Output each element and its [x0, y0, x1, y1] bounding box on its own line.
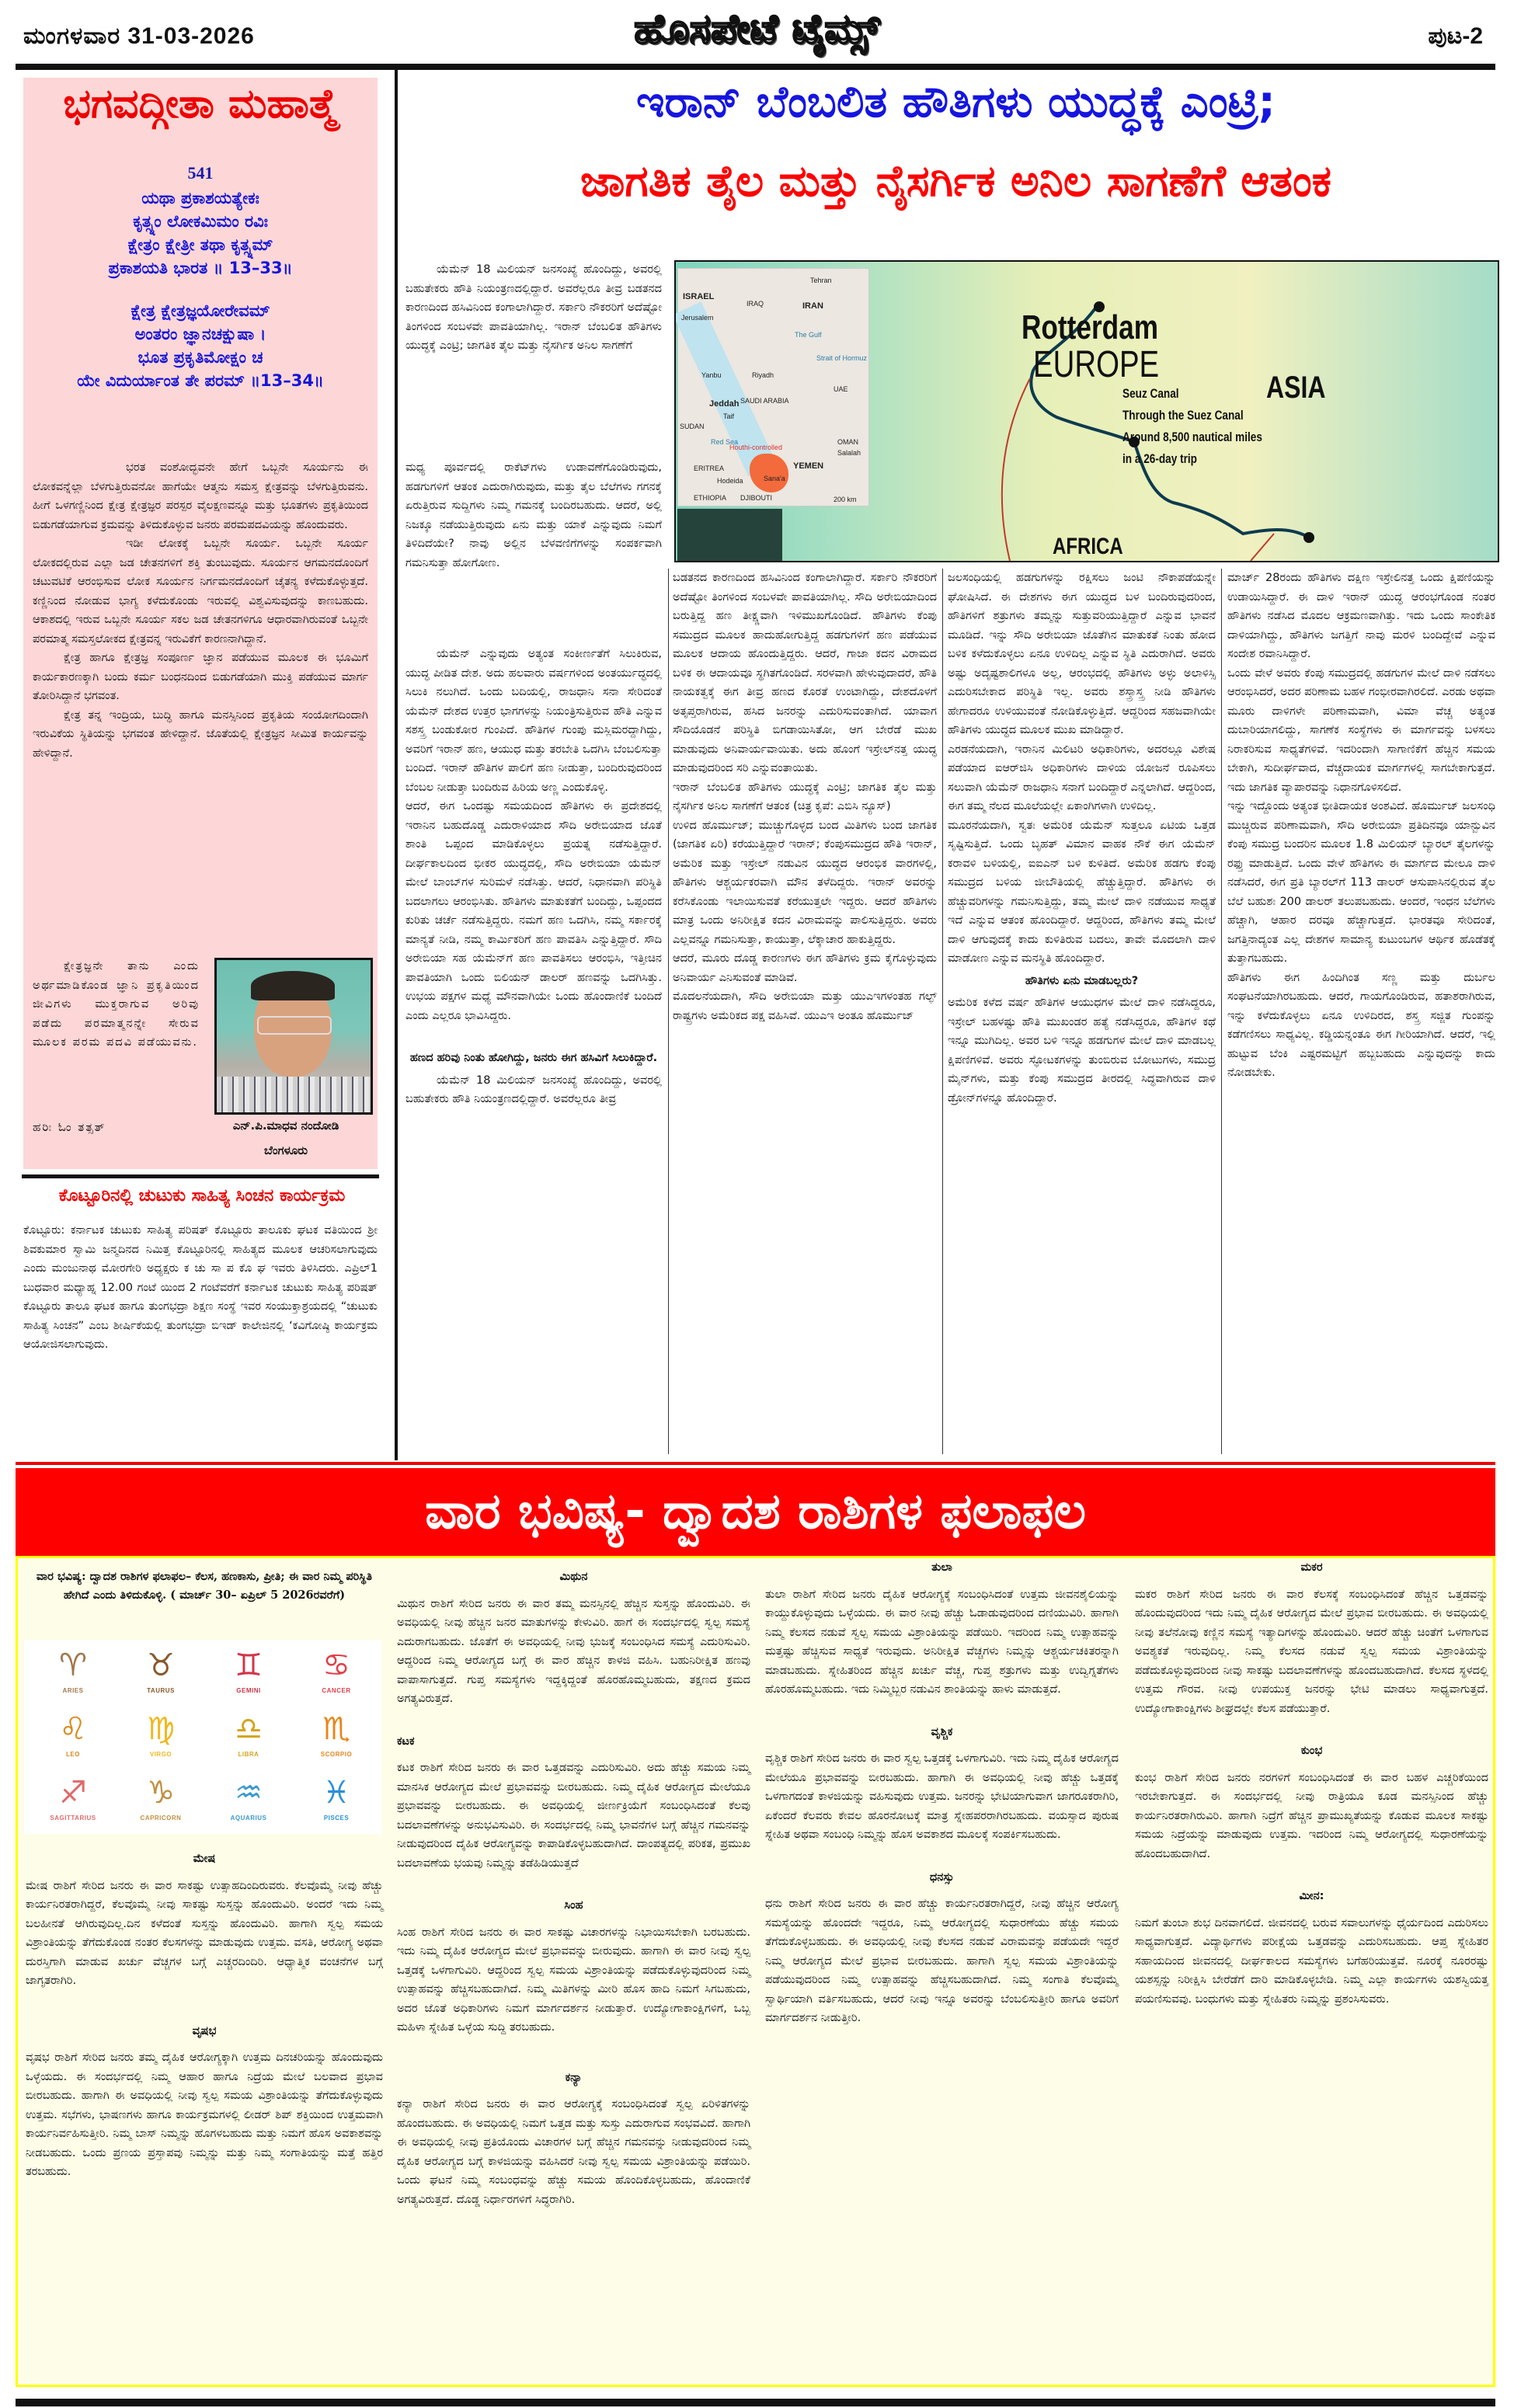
verse-line: ಭೂತ ಪ್ರಕೃತಿಮೋಕ್ಷಂ ಚ — [137, 348, 263, 367]
map-label: SUDAN — [680, 423, 705, 430]
gita-commentary — [33, 458, 368, 763]
sign-text: ಧನು ರಾಶಿಗೆ ಸೇರಿದ ಜನರು ಈ ವಾರ ಹೆಚ್ಚು ಕಾರ್ಯನಿರತರಾಗಿದ್ದರೆ, ನೀವು ಹೆಚ್ಚಿನ ಆರೋಗ್ಯ ಸಮಸ್ಯೆಯನ್ನು ಹೊಂದದೇ ಇದ್ದರೂ, ನಿಮ್ಮ ಆರೋಗ್ಯದಲ್ಲಿ ಸುಧಾರಣೆಯು ಹೆಚ್ಚು ಸಮಯ ತೆಗೆದುಕೊಳ್ಳಬಹುದು. ಈ ಅವಧಿಯಲ್ಲಿ ನೀವು ಕೆಲಸದ ನಡುವೆ ವಿರಾಮವನ್ನು ಪಡೆಯದೇ ಇದ್ದರೆ ನಿಮ್ಮ ಆರೋಗ್ಯದ ಮೇಲೆ ಪ್ರಭಾವ ಬೀರಬಹುದು. ಹಾಗಾಗಿ ಸ್ವಲ್ಪ ಸಮಯ ವಿಶ್ರಾಂತಿಯನ್ನು ಪಡೆಯುವುದರಿಂದ ನಿಮ್ಮ ಉತ್ಸಾಹವನ್ನು ಹೆಚ್ಚಿಸಬಹುದಾಗಿದೆ. ನಿಮ್ಮ ಸಂಗಾತಿ ಕೆಲವೊಮ್ಮೆ ಸ್ವಾರ್ಥಿಯಾಗಿ ವರ್ತಿಸಬಹುದು, ಆದರೆ ನೀವು ಇನ್ನೂ ಅವರನ್ನು ಬೆಂಬಲಿಸುತ್ತೀರಿ ಹಾಗೂ ಅವರಿಗೆ ಮಾರ್ಗದರ್ಶನ ನೀಡುತ್ತೀರಿ. — [765, 1898, 1119, 2024]
zodiac-label: SCORPIO — [320, 1751, 353, 1758]
page-number: ಪುಟ-2 — [1428, 23, 1483, 49]
kottur-body: ಕೊಟ್ಟೂರು: ಕರ್ನಾಟಕ ಚುಟುಕು ಸಾಹಿತ್ಯ ಪರಿಷತ್ ಕೊಟ್ಟೂರು ತಾಲೂಕು ಘಟಕ ವತಿಯಿಂದ ಶ್ರೀ ಶಿವಕುಮಾರ ಸ್ವಾಮಿ ಜನ್ಮದಿನದ ನಿಮಿತ್ತ ಕೊಟ್ಟೂರಿನಲ್ಲಿ ಸಾಹಿತ್ಯದ ಮೂಲಕ ಆಚರಿಸಲಾಗುವುದು ಎಂದು ಮಂಜುನಾಥ ಮೋರಗೇರಿ ಅಧ್ಯಕ್ಷರು ಕ ಚು ಸಾ ಪ ಕೊ ಘ ಇವರು ತಿಳಿಸಿದರು. ಎಪ್ರಿಲ್1 ಬುಧವಾರ ಮಧ್ಯಾಹ್ನ 12.00 ಗಂಟೆ ಯಿಂದ 2 ಗಂಟೆವರೆಗೆ ಕರ್ನಾಟಕ ಚುಟುಕು ಸಾಹಿತ್ಯ ಪರಿಷತ್ ಕೊಟ್ಟೂರು ತಾಲೂ ಘಟಕ ಹಾಗೂ ತುಂಗಭದ್ರಾ ಶಿಕ್ಷಣ ಸಂಸ್ಥೆ ಇವರ ಸಂಯುಕ್ತಾಶ್ರಯದಲ್ಲಿ “ಚುಟುಕು ಸಾಹಿತ್ಯ ಸಿಂಚನ” ಎಂಬ ಶೀರ್ಷಿಕೆಯಲ್ಲಿ ತುಂಗಭದ್ರಾ ಬಿಇಡ್ ಕಾಲೇಜಿನಲ್ಲಿ ‘ಕವಿಗೋಷ್ಠಿ ಕಾರ್ಯಕ್ರಮ ಆಯೋಜಿಸಲಾಗುವುದು. — [23, 1224, 378, 1351]
sagittarius-icon: ♐ — [59, 1775, 87, 1811]
paragraph: ಜಲಸಂಧಿಯಲ್ಲಿ ಹಡಗುಗಳನ್ನು ರಕ್ಷಿಸಲು ಜಂಟಿ ನೌಕಾಪಡೆಯನ್ನೇ ಘೋಷಿಸಿದೆ. ಈ ದೇಶಗಳು ಈಗ ಯುದ್ಧದ ಬಳ ಬಂದಿರುವುದರಿಂದ, ಹೌತಿಗಳಿಗೆ ಶತ್ರುಗಳು ತಮ್ಮನ್ನು ಸುತ್ತುವರಿಯುತ್ತಿದ್ದಾರೆ ಎನ್ನುವ ಭಾವನೆ ಮೂಡಿದೆ. ಇನ್ನು ಸೌದಿ ಅರೇಬಿಯಾ ಜೊತೆಗಿನ ಮಾತುಕತೆ ನಿಂತು ಹೋದ ಬಳಿಕ ಕಳೆದುಕೊಳ್ಳಲು ಏನೂ ಉಳಿದಿಲ್ಲ ಎನ್ನುವ ಸ್ಥಿತಿ ಎದುರಾಗಿದೆ. ಅವರು ಅಷ್ಟು ಅದೃಷ್ಟಶಾಲಿಗಳೂ ಅಲ್ಲ, ಆರಂಭದಲ್ಲಿ ಹೌತಿಗಳು ಅಳ್ಳು ಅಲಾಳಿಸ್ಸಿ ಎದುರಿಸಬೇಕಾದ ಪರಿಸ್ಥಿತಿ ಇಲ್ಲ. ಅವರು ಶಸ್ತ್ರಾಸ್ತ್ರ ನೀಡಿ ಹೌತಿಗಳು ಹೇಗಾದರೂ ಉಳಿಯುವಂತೆ ನೋಡಿಕೊಳ್ಳುತ್ತಿದೆ. ಆದ್ದರಿಂದ ಸಹಜವಾಗಿಯೇ ಹೌತಿಗಳು ಯುದ್ಧದ ಮೂಲಕ ಮುಖ ಮಾಡಿದ್ದಾರೆ. ಎರಡನೆಯದಾಗಿ, ಇರಾನಿನ ಮಿಲಿಟರಿ ಅಧಿಕಾರಿಗಳು, ಅದರಲ್ಲೂ ವಿಶೇಷ ಪಡೆಯಾದ ಐಆರ್‌ಜಿಸಿ ಅಧಿಕಾರಿಗಳು ದಾಳಿಯ ಯೋಜನೆ ರೂಪಿಸಲು ಸಲುವಾಗಿ ಯೆಮೆನ್ ರಾಜಧಾನಿ ಸನಾಗೆ ಬಂದಿದ್ದಾರೆ ಎನ್ನಲಾಗಿದೆ. ಆದ್ದರಿಂದ, ಈಗ ತಮ್ಮ ನೆಲದ ಮೂಲೆಯಲ್ಲೇ ಏಕಾಂಗಿಗಳಾಗಿ ಉಳಿದಿಲ್ಲ. ಮೂರನೆಯದಾಗಿ, ಸ್ವತಃ ಅಮೆರಿಕ ಯೆಮೆನ್ ಸುತ್ತಲೂ ಏಟಿಯ ಒತ್ತಡ ಸೃಷ್ಟಿಸುತ್ತಿದೆ. ಒಂದು ಬೃಹತ್ ವಿಮಾನ ವಾಹಕ ನೌಕೆ ಈಗ ಯೆಮೆನ್ ಕರಾವಳಿ ಬಳಿಯಲ್ಲಿ, ಐಐಎನ್ ಬಳಿ ಕುಳಿತಿದೆ. ಅಮೆರಿಕ ಹಡಗು ಕೆಂಪು ಸಮುದ್ರದ ಬಳಿಯ ಜೀಬೌತಿಯಲ್ಲಿ ಹೆಚ್ಚುತ್ತಿದ್ದಾರೆ. ಹೌತಿಗಳು ಈ ಹೆಚ್ಚುವರಿಗಳನ್ನು ಗಮನಿಸುತ್ತಿದ್ದು, ತಮ್ಮ ಮೇಲೆ ದಾಳಿ ನಡೆಯುವ ಸಾಧ್ಯತೆ ಇದೆ ಎನ್ನುವ ಆತಂಕ ಹೊಂದಿದ್ದಾರೆ. ಆದ್ದರಿಂದ, ಹೌತಿಗಳು ತಮ್ಮ ಮೇಲೆ ದಾಳಿ ಆಗುವುದಕ್ಕೆ ಕಾದು ಕುಳಿತಿರುವ ಬದಲು, ತಾವೇ ಮೊದಲಾಗಿ ದಾಳಿ ಮಾಡೋಣ ಎನ್ನುವ ಮನಸ್ಥಿತಿ ಹೊಂದಿದ್ದಾರೆ. — [948, 572, 1216, 965]
section-rule — [22, 1174, 379, 1178]
author-photo — [214, 958, 373, 1115]
paragraph: ಕ್ಷೇತ್ರಜ್ಞನೇ ತಾನು ಎಂದು ಅರ್ಥಮಾಡಿಕೊಂಡ ಜ್ಞಾನಿ ಪ್ರಕೃತಿಯಿಂದ ಜೀವಿಗಳು ಮುಕ್ತರಾಗುವ ಅರಿವು ಪಡೆದು ಪರಮಾತ್ಮನನ್ನೇ ಸೇರುವ ಮೂಲಕ ಪರಮ ಪದವಿ ಪಡೆಯುವನು. — [33, 960, 200, 1049]
verse-line: ಕ್ಷೇತ್ರ ಕ್ಷೇತ್ರಜ್ಞಯೋರೇವಮ್ — [131, 301, 270, 320]
zodiac-scorpio — [294, 1708, 379, 1770]
map-city-label: Rotterdam — [1022, 308, 1159, 346]
horoscope-col4 — [1135, 1558, 1488, 2009]
sign-text: ಕುಂಭ ರಾಶಿಗೆ ಸೇರಿದ ಜನರು ನರಗಳಿಗೆ ಸಂಬಂಧಿಸಿದಂತೆ ಈ ವಾರ ಬಹಳ ಎಚ್ಚರಿಕೆಯಿಂದ ಇರಬೇಕಾಗುತ್ತದೆ. ಈ ಸಂದರ್ಭದಲ್ಲಿ ನೀವು ರಾತ್ರಿಯೂ ಕೂಡ ಮನಸ್ಸಿನಿಂದ ಹೆಚ್ಚು ಕಾರ್ಯನಿರತರಾಗಿರುವಿರಿ. ಹಾಗಾಗಿ ನಿದ್ರೆಗೆ ಹೆಚ್ಚಿನ ಪ್ರಾಮುಖ್ಯತೆಯನ್ನು ಕೊಡುವ ಮೂಲಕ ಸಾಕಷ್ಟು ಸಮಯ ನಿದ್ರೆಯನ್ನು ಮಾಡುವುದು ಉತ್ತಮ. ಇದರಿಂದ ನಿಮ್ಮ ಆರೋಗ್ಯದಲ್ಲಿ ಸುಧಾರಣೆಯನ್ನು ಹೊಂದಬಹುದಾಗಿದೆ. — [1135, 1771, 1488, 1860]
zodiac-label: CAPRICORN — [140, 1815, 182, 1822]
column-divider — [395, 70, 398, 1460]
map-label: ERITREA — [694, 465, 725, 472]
zodiac-image — [24, 1640, 381, 1834]
sign-heading: ವೃಷಭ — [192, 2024, 217, 2037]
gita-conclusion — [33, 957, 200, 1053]
sign-text: ಮಕರ ರಾಶಿಗೆ ಸೇರಿದ ಜನರು ಈ ವಾರ ಕೆಲಸಕ್ಕೆ ಸಂಬಂಧಿಸಿದಂತೆ ಹೆಚ್ಚಿನ ಒತ್ತಡವನ್ನು ಹೊಂದುವುದರಿಂದ ಇದು ನಿಮ್ಮ ದೈಹಿಕ ಆರೋಗ್ಯದ ಮೇಲೆ ಪ್ರಭಾವ ಬೀರಬಹುದು. ಈ ಅವಧಿಯಲ್ಲಿ ನೀವು ತಲೆನೋವು ಕಣ್ಣಿನ ಸಮಸ್ಯೆ ಇತ್ಯಾದಿಗಳನ್ನು ಹೊಂದುವಿರಿ. ಆದರೆ ಹೆಚ್ಚು ಚಿಂತೆಗೆ ಒಳಗಾಗುವ ಅವಶ್ಯಕತೆ ಇರುವುದಿಲ್ಲ. ನಿಮ್ಮ ಕೆಲಸದ ನಡುವೆ ಸ್ವಲ್ಪ ಸಮಯ ವಿಶ್ರಾಂತಿಯನ್ನು ಪಡೆದುಕೊಳ್ಳುವುದರಿಂದ ನೀವು ಸಾಕಷ್ಟು ಬದಲಾವಣೆಗಳನ್ನು ಹೊಂದಬಹುದಾಗಿದೆ. ಕೆಲಸದ ಸ್ಥಳದಲ್ಲಿ ಉತ್ತಮ ಗೌರವ. ನೀವು ಉಪಯುಕ್ತ ಜನರನ್ನು ಭೇಟಿ ಮಾಡಲು ಸಾಧ್ಯವಾಗುತ್ತದೆ. ಉದ್ಯೋಗಾಕಾಂಕ್ಷಿಗಳು ಶೀಘ್ರದಲ್ಲೇ ಕೆಲಸ ಪಡೆಯುತ್ತಾರೆ. — [1135, 1588, 1488, 1715]
map-label: ETHIOPIA — [694, 494, 727, 502]
sign-heading: ಮಿಥುನ — [559, 1571, 588, 1583]
horoscope-box — [16, 1556, 1495, 2387]
paragraph: ಇಡೀ ಲೋಕಕ್ಕೆ ಒಬ್ಬನೇ ಸೂರ್ಯ. ಒಬ್ಬನೇ ಸೂರ್ಯ ಲೋಕದಲ್ಲಿರುವ ಎಲ್ಲಾ ಜಡ ಚೇತನಗಳಿಗೆ ಶಕ್ತಿ ತುಂಬುವುದು. ಸೂರ್ಯನ ಆಗಮನದೊಂದಿಗೆ ಚಟುವಟಿಕೆ ಆರಂಭಿಸುವ ಲೋಕ ಸೂರ್ಯನ ನಿರ್ಗಮನದೊಂದಿಗೆ ಚೈತನ್ಯ ಕಳೆದುಕೊಳ್ಳುತ್ತದೆ. ಕಣ್ಣಿನಿಂದ ನೋಡುವ ಭಾಗ್ಯ ಕಳೆದುಕೊಂಡು ಇರುವಲ್ಲಿ ವಿಶ್ವವಿಸುವುದನ್ನು ಕಾಣಬಹುದು. ಆಕಾಶದಲ್ಲಿ ಇರುವ ಒಬ್ಬನೇ ಸೂರ್ಯ ಸಕಲ ಜಡ ಚೇತನಗಳಿಗೂ ಆಧಾರವಾಗಿರುವಂತೆ ಒಬ್ಬನೇ ಪರಮಾತ್ಮ ಸಮಸ್ತಲೋಕದ ಕ್ಷೇತ್ರವನ್ನ ಇರುವಿಕೆಗೆ ಕಾರಣನಾಗಿದ್ದಾನೆ. — [33, 538, 368, 645]
article-subheading: ಹಣದ ಹರಿವು ನಿಂತು ಹೋಗಿದ್ದು, ಜನರು ಈಗ ಹಸಿವಿಗೆ ಸಿಲುಕಿದ್ದಾರೆ. — [409, 1052, 658, 1064]
map-label: Riyadh — [752, 371, 774, 379]
zodiac-label: LIBRA — [238, 1751, 259, 1758]
lead-headline-line2: ಜಾಗತಿಕ ತೈಲ ಮತ್ತು ನೈಸರ್ಗಿಕ ಅನಿಲ ಸಾಗಣೆಗೆ ಆತಂಕ — [580, 156, 1331, 207]
paragraph: ಭರತ ವಂಶೋದ್ಭವನೇ ಹೇಗೆ ಒಬ್ಬನೇ ಸೂರ್ಯನು ಈ ಲೋಕವನ್ನೆಲ್ಲಾ ಬೆಳಗುತ್ತಿರುವನೋ ಹಾಗೆಯೇ ಆತ್ಮನು ಸಮಸ್ತ ಕ್ಷೇತ್ರವನ್ನು ಬೆಳಗುತ್ತಿರುವನು. ಹೀಗೆ ಒಳಗಣ್ಣಿನಿಂದ ಕ್ಷೇತ್ರ ಕ್ಷೇತ್ರಜ್ಞರ ಪರಸ್ಪರ ವೈಲಕ್ಷಣವನ್ನೂ ಮತ್ತು ಭೂತಗಳು ಪ್ರಕೃತಿಯಿಂದ ಬಿಡುಗಡೆಯಾಗುವ ಕ್ರಮವನ್ನು ತಿಳಿದುಕೊಳ್ಳುವ ಜನರು ಪರಮಪದವಿಯನ್ನು ಹೊಂದುವರು. — [33, 461, 368, 531]
map-label: ISRAEL — [683, 292, 715, 301]
column-rule — [668, 569, 669, 1454]
map-label: SAUDI ARABIA — [740, 397, 789, 405]
masthead: ಹೊಸಪೇಟೆ ಟೈಮ್ಸ್ — [634, 6, 880, 53]
lead-headline-line1: ಇರಾನ್ ಬೆಂಬಲಿತ ಹೌತಿಗಳು ಯುದ್ಧಕ್ಕೆ ಎಂಟ್ರಿ; — [636, 77, 1276, 127]
sign-text: ಸಿಂಹ ರಾಶಿಗೆ ಸೇರಿದ ಜನರು ಈ ವಾರ ಸಾಕಷ್ಟು ವಿಚಾರಗಳನ್ನು ನಿಭಾಯಿಸಬೇಕಾಗಿ ಬರಬಹುದು. ಇದು ನಿಮ್ಮ ದೈಹಿಕ ಆರೋಗ್ಯದ ಮೇಲೆ ಪ್ರಭಾವವನ್ನು ಬೀರುವುದು. ಹಾಗಾಗಿ ಈ ವಾರ ನೀವು ಸ್ವಲ್ಪ ಒತ್ತಡಕ್ಕೆ ಒಳಗಾಗುವಿರಿ. ಆದ್ದರಿಂದ ಸ್ವಲ್ಪ ಸಮಯ ವಿಶ್ರಾಂತಿಯನ್ನು ಪಡೆದುಕೊಳ್ಳುವುದರಿಂದ ನಿಮ್ಮ ಉತ್ಸಾಹವನ್ನು ಹೆಚ್ಚಿಸಬಹುದಾಗಿದೆ. ನಿಮ್ಮ ಮಿತಿಗಳನ್ನು ಮೀರಿ ಹೊಸ ಹಾದಿ ನಿಮಗೆ ಸಿಗಬಹುದು, ಅದರ ಜೊತೆ ಅಧಿಕಾರಿಗಳು ನಿಮಗೆ ಮಾರ್ಗದರ್ಶನ ನೀಡುತ್ತಾರೆ. ಉದ್ಯೋಗಾಕಾಂಕ್ಷಿಗಳಿಗೆ, ಒಬ್ಬ ಮಹಿಳಾ ಸ್ನೇಹಿತ ಒಳ್ಳೆಯ ಸುದ್ದಿ ತರಬಹುದು. — [397, 1926, 750, 2034]
sign-text: ಮೇಷ ರಾಶಿಗೆ ಸೇರಿದ ಜನರು ಈ ವಾರ ಸಾಕಷ್ಟು ಉತ್ಸಾಹದಿಂದಿರುವರು. ಕೆಲವೊಮ್ಮೆ ನೀವು ಹೆಚ್ಚು ಕಾರ್ಯನಿರತರಾಗಿದ್ದರೆ, ಕೆಲವೊಮ್ಮೆ ನೀವು ಸಾಕಷ್ಟು ಸುಸ್ತನ್ನು ಹೊಂದುವಿರಿ. ಅಂದರೆ ಇದು ನಿಮ್ಮ ಬಲಹೀನತೆ ಆಗಿರುವುದಿಲ್ಲ.ದಿನ ಕಳೆದಂತೆ ಸುಸ್ತನ್ನು ಹೊಂದುವಿರಿ. ಹಾಗಾಗಿ ಸ್ವಲ್ಪ ಸಮಯ ವಿಶ್ರಾಂತಿಯನ್ನು ತೆಗೆದುಕೊಂಡ ನಂತರ ಕೆಲಸಗಳನ್ನು ಮಾಡುವುದು ಉತ್ತಮ. ವಸತಿ, ಆರೋಗ್ಯ ಅಥವಾ ದುರಸ್ತಿಗಾಗಿ ಮಾಡುವ ಖರ್ಚು ವೆಚ್ಚಗಳ ಬಗ್ಗೆ ಎಚ್ಚರದಿಂದಿರಿ. ಆಧ್ಯಾತ್ಮಿಕ ವಂಚನೆಗಳ ಬಗ್ಗೆ ಜಾಗೃತರಾಗಿರಿ. — [26, 1879, 383, 1987]
closing-invocation: ಹರಿಃ ಓಂ ತತ್ಸತ್ — [33, 1120, 106, 1134]
zodiac-label: ARIES — [62, 1687, 84, 1694]
article-subheading: ಹೌತಿಗಳು ಏನು ಮಾಡಬಲ್ಲರು? — [1025, 974, 1139, 987]
horoscope-col2 — [397, 1568, 750, 2209]
glasses-shape — [257, 1016, 332, 1035]
paragraph: ಯೆಮೆನ್ 18 ಮಿಲಿಯನ್ ಜನಸಂಖ್ಯೆ ಹೊಂದಿದ್ದು, ಅವರಲ್ಲಿ ಬಹುತೇಕರು ಹೌತಿ ನಿಯಂತ್ರಣದಲ್ಲಿದ್ದಾರೆ. ಅವರೆಲ್ಲರೂ ತೀವ್ರ ಬಡತನದ ಕಾರಣದಿಂದ ಹಸಿವಿನಿಂದ ಕಂಗಾಲಾಗಿದ್ದಾರೆ. ಸರ್ಕಾರಿ ನೌಕರರಿಗೆ ಅದೆಷ್ಟೋ ತಿಂಗಳಿಂದ ಸಂಬಳವೇ ಪಾವತಿಯಾಗಿಲ್ಲ. ಇರಾನ್ ಬೆಂಬಲಿತ ಹೌತಿಗಳು ಯುದ್ಧಕ್ಕೆ ಎಂಟ್ರಿ; ಜಾಗತಿಕ ತೈಲ ಮತ್ತು ನೈಸರ್ಗಿಕ ಅನಿಲ ಸಾಗಣೆಗೆ — [405, 263, 662, 352]
paragraph: ಬಡತನದ ಕಾರಣದಿಂದ ಹಸಿವಿನಿಂದ ಕಂಗಾಲಾಗಿದ್ದಾರೆ. ಸರ್ಕಾರಿ ನೌಕರರಿಗೆ ಅದೆಷ್ಟೋ ತಿಂಗಳಿಂದ ಸಂಬಳವೇ ಪಾವತಿಯಾಗಿಲ್ಲ. ಸೌದಿ ಅರೇಬಿಯಾದಿಂದ ಬರುತ್ತಿದ್ದ ಹಣ ತೀಕ್ಷ್ಣವಾಗಿ ಇಳಿಮುಖಗೊಂಡಿದೆ. ಹೌತಿಗಳು ಕೆಂಪು ಸಮುದ್ರದ ಮೂಲಕ ಹಾದುಹೋಗುತ್ತಿದ್ದ ಹಡಗುಗಳಿಗೆ ಹಣ ಪಡೆಯುವ ಮೂಲಕ ಆದಾಯ ಹೊಂದುತ್ತಿದ್ದರು. ಆದರೆ, ಗಾಜಾ ಕದನ ವಿರಾಮದ ಬಳಿಕ ಈ ಆದಾಯವೂ ಸ್ಥಗಿತಗೊಂಡಿದೆ. ಸರಳವಾಗಿ ಹೇಳುವುದಾದರೆ, ಹೌತಿ ನಾಯಕತ್ವಕ್ಕೆ ಈಗ ತೀವ್ರ ಹಣದ ಕೊರತೆ ಉಂಟಾಗಿದ್ದು, ದೇಶದೊಳಗೆ ಅತೃಪ್ತರಾಗಿರುವ, ಹಸಿದ ಜನರನ್ನು ಎದುರಿಸುವಂತಾಗಿದೆ. ಯಾವಾಗ ಸೌದಿಯೊಡನೆ ಪರಿಸ್ಥಿತಿ ಬಿಗಡಾಯಿಸಿತೋ, ಆಗ ಬೇರೆಡೆ ಮುಖ ಮಾಡುವುದು ಅನಿವಾರ್ಯವಾಯಿತು. ಅದು ಹೊಂಗೆ ಇಸ್ರೇಲ್‌ನತ್ತ ಯುದ್ಧ ಮಾಡುವುದರಿಂದ ಸರಿ ಎನ್ನುವಂತಾಯಿತು. ಇರಾನ್ ಬೆಂಬಲಿತ ಹೌತಿಗಳು ಯುದ್ಧಕ್ಕೆ ಎಂಟ್ರಿ; ಜಾಗತಿಕ ತೈಲ ಮತ್ತು ನೈಸರ್ಗಿಕ ಅನಿಲ ಸಾಗಣೆಗೆ ಆತಂಕ (ಚಿತ್ರ ಕೃಪೆ: ಎಬಿಸಿ ನ್ಯೂಸ್) ಉಳಿದ ಹೊರ್ಮುಜ್; ಮುಚ್ಚುಗೊಳ್ಳದ ಬಂದ ಮಿತಿಗಳು ಬಂದ ಜಾಗತಿಕ (ಜಾಗತಿಕ ಏರಿ) ಕರೆಯುತ್ತಿದ್ದಾರೆ ಇರಾನ್; ಕೆಂಪುಸಮುದ್ರದ ಹೌತಿ ಇರಾನ್, ಅಮೆರಿಕ ಮತ್ತು ಇಸ್ರೇಲ್ ನಡುವಿನ ಯುದ್ಧದ ಆರಂಭಿಕ ವಾರಗಳಲ್ಲಿ, ಹೌತಿಗಳು ಆಶ್ಚರ್ಯಕರವಾಗಿ ಮೌನ ತಳೆದಿದ್ದರು. ಇರಾನ್ ಅವರನ್ನು ಕರೆಸಿಕೊಂಡು ಇಲಾಯಿಸುವತೆ ಕರೆಯುತ್ತಲೇ ಇದ್ದರು. ಆದರೆ ಹೌತಿಗಳು ಮಾತ್ರ ಒಂದು ಅನಿರೀಕ್ಷಿತ ಕದನ ವಿರಾಮವನ್ನು ಪಾಲಿಸುತ್ತಿದ್ದರು. ಅವರು ಎಲ್ಲವನ್ನೂ ಗಮನಿಸುತ್ತಾ, ಕಾಯುತ್ತಾ, ಲೆಕ್ಕಾಚಾರ ಹಾಕುತ್ತಿದ್ದರು. ಆದರೆ, ಮೂರು ದೊಡ್ಡ ಕಾರಣಗಳು ಈಗ ಹೌತಿಗಳು ಕ್ರಮ ಕೈಗೊಳ್ಳುವುದು ಅನಿವಾರ್ಯ ಎನಿಸುವಂತೆ ಮಾಡಿವೆ. ಮೊದಲನೆಯದಾಗಿ, ಸೌದಿ ಅರೇಬಿಯಾ ಮತ್ತು ಯುಎಇಗಳಂತಹ ಗಲ್ಫ್ ರಾಷ್ಟ್ರಗಳು ಅಮೆರಿಕದ ಪಕ್ಷ ವಹಿಸಿವೆ. ಯುಎಇ ಅಂತೂ ಹೊರ್ಮುಜ್ — [673, 572, 937, 1022]
zodiac-virgo — [118, 1708, 204, 1770]
article-col4 — [1227, 569, 1495, 1083]
hair-shape — [251, 971, 335, 1000]
map-label: DJIBOUTI — [740, 494, 773, 502]
verse-13-33 — [23, 186, 378, 280]
gita-number: 541 — [187, 163, 214, 183]
zodiac-aries — [30, 1644, 116, 1707]
shipping-route-map — [674, 260, 1499, 562]
map-label: UAE — [834, 385, 848, 393]
author-name: ಎನ್.ಪಿ.ಮಾಧವ ನಂದೋಡಿ — [232, 1119, 339, 1133]
paragraph: ಯೆಮೆನ್ ಎನ್ನುವುದು ಅತ್ಯಂತ ಸಂಕೀರ್ಣತೆಗೆ ಸಿಲುಕಿರುವ, ಯುದ್ಧ ಪೀಡಿತ ದೇಶ. ಅದು ಹಲವಾರು ವರ್ಷಗಳಿಂದ ಅಂತರ್ಯುದ್ಧದಲ್ಲಿ ಸಿಲುಕಿ ನಲುಗಿದೆ. ಒಂದು ಬದಿಯಲ್ಲಿ, ರಾಜಧಾನಿ ಸನಾ ಸೇರಿದಂತೆ ಯೆಮೆನ್ ದೇಶದ ಉತ್ತರ ಭಾಗಗಳನ್ನು ನಿಯಂತ್ರಿಸುತ್ತಿರುವ ಹೌತಿ ಎನ್ನುವ ಸಶಸ್ತ್ರ ಬಂಡುಕೋರ ಗುಂಪಿದೆ. ಹೌತಿಗಳ ಗುಂಪು ಮಸ್ಲಿಮರದ್ದಾಗಿದ್ದು, ಅವರಿಗೆ ಇರಾನ್ ಹಣ, ಆಯುಧ ಮತ್ತು ತರಬೇತಿ ಒದಗಿಸಿ ಬೆಂಬಲಿಸುತ್ತಾ ಬಂದಿದೆ. ಇರಾನ್ ಹೌತಿಗಳ ಪಾಲಿಗೆ ಹಣ ನೀಡುತ್ತಾ, ಬಂದಿರುವುದರಿಂದ ಬೆಂಬಲ ನೀಡುತ್ತಾ ಬಂದಿರುವ ಹಿರಿಯ ಅಣ್ಣ ಎಂದುಕೊಳ್ಳಿ. ಆದರೆ, ಈಗ ಒಂದಷ್ಟು ಸಮಯದಿಂದ ಹೌತಿಗಳು ಈ ಪ್ರದೇಶದಲ್ಲಿ ಇರಾನಿನ ಬಹುದೊಡ್ಡ ಎದುರಾಳಿಯಾದ ಸೌದಿ ಅರೇಬಿಯಾದ ಜೊತೆ ಶಾಂತಿ ಒಪ್ಪಂದ ಮಾಡಿಕೊಳ್ಳಲು ಪ್ರಯತ್ನ ನಡೆಸುತ್ತಿದ್ದಾರೆ. ದೀರ್ಘಕಾಲದಿಂದ ಭೀಕರ ಯುದ್ಧದಲ್ಲಿ, ಸೌದಿ ಅರೇಬಿಯಾ ಯೆಮೆನ್ ಮೇಲೆ ಬಾಂಬ್‌ಗಳ ಸುರಿಮಳೆ ನಡೆಸಿತ್ತು. ಆದರೆ, ನಿಧಾನವಾಗಿ ಪರಿಸ್ಥಿತಿ ಬದಲಾಗಲು ಆರಂಭಿಸಿತು. ಹೌತಿಗಳು ಮಾತುಕತೆಗೆ ಬಂದಿದ್ದು, ಒಪ್ಪಂದದ ಕುರಿತು ಚರ್ಚೆ ನಡೆಸುತ್ತಿದ್ದರು. ನಮಗೆ ಹಣ ಒದಗಿಸಿ, ನಮ್ಮ ಸರ್ಕಾರಕ್ಕೆ ಮಾನ್ಯತೆ ನೀಡಿ, ನಮ್ಮ ಕಾರ್ಮಿಕರಿಗೆ ಹಣ ಪಾವತಿಸಿ ಎನ್ನುತ್ತಿದ್ದಾರೆ. ಸೌದಿ ಅರೇಬಿಯಾ ಸಹ ಯೆಮೆನ್‌ಗೆ ಹಣ ಪಾವತಿಸಲು ಆರಂಭಿಸಿ, ಇತ್ತೀಚಿನ ಪಾವತಿಯಾಗಿ ಒಂದು ಬಿಲಿಯನ್ ಡಾಲರ್ ಹಣವನ್ನು ಒದಗಿಸಿತ್ತು. ಉಭಯ ಪಕ್ಷಗಳ ಮಧ್ಯೆ ಮೌನವಾಗಿಯೇ ಒಂದು ಹೊಂದಾಣಿಕೆ ಬಂದಿದೆ ಎಂದು ಎಲ್ಲರೂ ಭಾವಿಸಿದ್ದರು. — [405, 648, 662, 1022]
zodiac-label: CANCER — [322, 1687, 351, 1694]
map-region-label: EUROPE — [1033, 344, 1160, 385]
zodiac-sagittarius — [30, 1772, 116, 1834]
map-route-note: Around 8,500 nautical miles — [1122, 430, 1262, 444]
paragraph: ಮಾರ್ಚ್ 28ರಂದು ಹೌತಿಗಳು ದಕ್ಷಿಣ ಇಸ್ರೇಲಿನತ್ತ ಒಂದು ಕ್ಷಿಪಣಿಯನ್ನು ಉಡಾಯಿಸಿದ್ದಾರೆ. ಈ ದಾಳಿ ಇರಾನ್ ಯುದ್ಧ ಆರಂಭಗೊಂಡ ನಂತರ ಹೌತಿಗಳು ನಡೆಸಿದ ಮೊದಲ ಆಕ್ರಮಣವಾಗಿತ್ತು. ಇದು ಒಂದು ಸಾಂಕೇತಿಕ ದಾಳಿಯಾಗಿದ್ದು, ಹೌತಿಗಳು ಜಗತ್ತಿಗೆ ನಾವು ಮರಳಿ ಬಂದಿದ್ದೇವೆ ಎನ್ನುವ ಸಂದೇಶ ರವಾನಿಸಿದ್ದಾರೆ. ಒಂದು ವೇಳೆ ಅವರು ಕೆಂಪು ಸಮುದ್ರದಲ್ಲಿ ಹಡಗುಗಳ ಮೇಲೆ ದಾಳಿ ನಡೆಸಲು ಆರಂಭಿಸಿದರೆ, ಅದರ ಪರಿಣಾಮ ಬಹಳ ಗಂಭೀರವಾಗಿರಲಿದೆ. ಎರಡು ಅಥವಾ ಮೂರು ದಾಳಿಗಳೇ ಪರಿಣಾಮವಾಗಿ, ವಿಮಾ ವೆಚ್ಚ ಅತ್ಯಂತ ದುಬಾರಿಯಾಗಲಿದ್ದು, ಸಾಗಣೆಕ ಸಂಸ್ಥೆಗಳು ಈ ಮಾರ್ಗವನ್ನು ಬಳಸಲು ನಿರಾಕರಿಸುವ ಸಾಧ್ಯತೆಗಳಿವೆ. ಇದರಿಂದಾಗಿ ಸಾಗಾಣಿಕೆಗೆ ಹೆಚ್ಚಿನ ಸಮಯ ಬೇಕಾಗಿ, ಸುದೀರ್ಘವಾದ, ವೆಚ್ಚದಾಯಕ ಮಾರ್ಗಗಳಲ್ಲಿ ಸಾಗಬೇಕಾಗುತ್ತದೆ. ಇದು ಜಾಗತಿಕ ವ್ಯಾಪಾರವನ್ನು ನಿಧಾನಗೊಳಿಸಲಿದೆ. ಇನ್ನು ಇದ್ದೊಂದು ಅತ್ಯಂತ ಭೀತಿದಾಯಕ ಅಂಶವಿದೆ. ಹೊರ್ಮುಜ್ ಜಲಸಂಧಿ ಮುಚ್ಚಿರುವ ಪರಿಣಾಮವಾಗಿ, ಸೌದಿ ಅರೇಬಿಯಾ ಪ್ರತಿದಿನವೂ ಯಾನ್ಬುವಿನ ಕೆಂಪು ಸಮುದ್ರ ಬಂದರಿನ ಮೂಲಕ 1.8 ಮಿಲಿಯನ್ ಬ್ಯಾರಲ್ ತೈಲಗಳನ್ನು ರಫ್ತು ಮಾಡುತ್ತಿದೆ. ಒಂದು ವೇಳೆ ಹೌತಿಗಳು ಈ ಮಾರ್ಗದ ಮೇಲೂ ದಾಳಿ ನಡೆಸಿದರೆ, ಈಗ ಪ್ರತಿ ಬ್ಯಾರಲ್‌ಗೆ 113 ಡಾಲರ್ ಆಸುಪಾಸಿನಲ್ಲಿರುವ ತೈಲ ಬೆಲೆ ಬಹುಶಃ 200 ಡಾಲರ್ ತಲುಪಬಹುದು. ಆಂದರೆ, ಇಂಧನ ಬೆಲೆಗಳು ಹೆಚ್ಚಾಗಿ, ಆಹಾರ ದರವೂ ಹೆಚ್ಚಾಗುತ್ತದೆ. ಭಾರತವೂ ಸೇರಿದಂತೆ, ಜಗತ್ತಿನಾದ್ಯಂತ ಎಲ್ಲ ದೇಶಗಳ ಸಾಮಾನ್ಯ ಕುಟುಂಬಗಳ ಆರ್ಥಿಕ ಹೊಡೆತಕ್ಕೆ ತುತ್ತಾಗಬಹುದು. ಹೌತಿಗಳು ಈಗ ಹಿಂದಿಗಿಂತ ಸಣ್ಣ ಮತ್ತು ದುರ್ಬಲ ಸಂಘಟನೆಯಾಗಿರಬಹುದು. ಆದರೆ, ಗಾಯಗೊಂಡಿರುವ, ಹತಾಶರಾಗಿರುವ, ಇನ್ನು ಕಳೆದುಕೊಳ್ಳಲು ಏನೂ ಉಳಿದಿರದ, ಶಸ್ತ್ರ ಸಜ್ಜಿತ ಗುಂಪನ್ನು ಕಡೆಗಣಿಸಲು ಸಾಧ್ಯವಿಲ್ಲ. ಕಡ್ಡಿಯನ್ನಂತೂ ಈಗ ಗೀರಿಯಾಗಿದೆ. ಆದರೆ, ಇಲ್ಲಿ ಹುಟ್ಟುವ ಬೆಂಕಿ ಎಷ್ಟರಮಟ್ಟಿಗೆ ಹಬ್ಬಬಹುದು ಎನ್ನುವುದನ್ನು ಕಾದು ನೋಡಬೇಕು. — [1227, 572, 1496, 1079]
sign-text: ನಿಮಗೆ ತುಂಬಾ ಶುಭ ದಿನವಾಗಲಿದೆ. ಜೀವನದಲ್ಲಿ ಬರುವ ಸವಾಲುಗಳನ್ನು ಧೈರ್ಯದಿಂದ ಎದುರಿಸಲು ಸಾಧ್ಯವಾಗುತ್ತದೆ. ವಿದ್ಯಾರ್ಥಿಗಳು ಪರೀಕ್ಷೆಯ ಒತ್ತಡವನ್ನು ಎದುರಿಸಬಹುದು. ಆಪ್ತ ಸ್ನೇಹಿತರ ಸಹಾಯದಿಂದ ಜೀವನದಲ್ಲಿ ದೀರ್ಘಕಾಲದ ಸಮಸ್ಯೆಗಳು ಬಗೆಹರಿಯುತ್ತವೆ. ನೂರಕ್ಕೆ ನೂರರಷ್ಟು ಯಶಸ್ಸನ್ನು ನಿರೀಕ್ಷಿಸಿ ಬೇರೆಡೆಗೆ ದಾರಿ ಮಾಡಿಕೊಳ್ಳಬೇಡಿ. ನಿಮ್ಮ ಎಲ್ಲಾ ಕಾರ್ಯಗಳು ಯಶಸ್ವಿಯತ್ತ ಪಯಣಿಸುವವು. ಬಂಧುಗಳು ಮತ್ತು ಸ್ನೇಹಿತರು ನಿಮ್ಮನ್ನು ಪ್ರಶಂಸಿಸುವರು. — [1135, 1916, 1488, 2006]
sign-heading: ಧನಸ್ಸು — [929, 1870, 955, 1884]
map-route-note: Through the Suez Canal — [1122, 408, 1244, 423]
paragraph: ಕ್ಷೇತ್ರ ತನ್ನ ಇಂದ್ರಿಯ, ಬುದ್ಧಿ ಹಾಗೂ ಮನಸ್ಸಿನಿಂದ ಪ್ರಕೃತಿಯ ಸಂಯೋಗದಿಂದಾಗಿ ಇರುವಿಕೆಯ ಸ್ಥಿತಿಯನ್ನು ಭಗವಂತ ಹೇಳಿದ್ದಾನೆ. ಜೊತೆಯಲ್ಲಿ ಕ್ಷೇತ್ರಜ್ಞನ ಸೀಮಿತ ಕಾರ್ಯವನ್ನು ಹೇಳಿದ್ದಾನೆ. — [33, 708, 368, 760]
shirt-shape — [217, 1077, 371, 1115]
verse-line: ಕ್ಷೇತ್ರಂ ಕ್ಷೇತ್ರೀ ತಥಾ ಕೃತ್ಸ್ನಮ್ — [127, 235, 273, 254]
capricorn-icon: ♑ — [147, 1775, 175, 1811]
houthi-area-shape — [750, 454, 788, 492]
zodiac-label: SAGITTARIUS — [50, 1815, 96, 1822]
map-region-label: ASIA — [1266, 371, 1326, 405]
cape-route-line — [1002, 378, 1030, 561]
paragraph: ಯೆಮೆನ್ 18 ಮಿಲಿಯನ್ ಜನಸಂಖ್ಯೆ ಹೊಂದಿದ್ದು, ಅವರಲ್ಲಿ ಬಹುತೇಕರು ಹೌತಿ ನಿಯಂತ್ರಣದಲ್ಲಿದ್ದಾರೆ. ಅವರೆಲ್ಲರೂ ತೀವ್ರ — [405, 1074, 662, 1105]
article-col1-rest — [405, 645, 662, 1109]
sign-heading: ಕನ್ಯಾ — [565, 2071, 583, 2084]
sign-text: ಕನ್ಯಾ ರಾಶಿಗೆ ಸೇರಿದ ಜನರು ಈ ವಾರ ಆರೋಗ್ಯಕ್ಕೆ ಸಂಬಂಧಿಸಿದಂತೆ ಸ್ವಲ್ಪ ಏರಿಳಿತಗಳನ್ನು ಹೊಂದಬಹುದು. ಈ ಅವಧಿಯಲ್ಲಿ ನಿಮಗೆ ಒತ್ತಡ ಮತ್ತು ಸುಸ್ತು ಎದುರಾಗುವ ಸಂಭವವಿದೆ. ಹಾಗಾಗಿ ಈ ಅವಧಿಯಲ್ಲಿ ನೀವು ಪ್ರತಿಯೊಂದು ವಿಚಾರಗಳ ಬಗ್ಗೆ ಹೆಚ್ಚಿನ ಗಮನವನ್ನು ನೀಡುವುದರಿಂದ ನಿಮ್ಮ ದೈಹಿಕ ಆರೋಗ್ಯದ ಬಗ್ಗೆ ಕಾಳಜಿಯನ್ನು ವಹಿಸಿದರೆ ನೀವು ಸ್ವಲ್ಪ ಸಮಯ ವಿಶ್ರಾಂತಿಯನ್ನು ಪಡೆಯಿರಿ. ಒಂದು ಘಟನೆ ನಿಮ್ಮ ಸಂಬಂಧವನ್ನು ಹೆಚ್ಚು ಸಮಯ ಹೊಂದಿಕೊಳ್ಳಬಹುದು, ಹೊಂದಾಣಿಕೆ ಅಗತ್ಯವಿರುತ್ತದೆ. ದೊಡ್ಡ ನಿರ್ಧಾರಗಳಿಗೆ ಸಿದ್ಧರಾಗಿರಿ. — [397, 2098, 750, 2206]
cancer-icon: ♋ — [322, 1648, 350, 1683]
taurus-icon: ♉ — [147, 1648, 175, 1683]
aquarius-icon: ♒ — [235, 1775, 263, 1811]
zodiac-label: VIRGO — [149, 1751, 172, 1758]
map-label: Salalah — [837, 449, 861, 457]
horoscope-col3 — [765, 1558, 1119, 2028]
map-label: Jeddah — [709, 399, 740, 409]
article-col2 — [673, 569, 937, 1025]
zodiac-label: LEO — [66, 1751, 80, 1758]
zodiac-pisces — [294, 1772, 379, 1834]
pisces-icon: ♓ — [322, 1775, 350, 1811]
kottur-headline: ಕೊಟ್ಟೂರಿನಲ್ಲಿ ಚುಟುಕು ಸಾಹಿತ್ಯ ಸಿಂಚನ ಕಾರ್ಯಕ್ರಮ — [58, 1186, 346, 1206]
header-rule — [16, 64, 1495, 70]
horoscope-intro: ವಾರ ಭವಿಷ್ಯ: ದ್ವಾದಶ ರಾಶಿಗಳ ಫಲಾಫಲ– ಕೆಲಸ, ಹಣಕಾಸು, ಪ್ರೀತಿ; ಈ ವಾರ ನಿಮ್ಮ ಪರಿಸ್ಥಿತಿ ಹೇಗಿದೆ ಎಂದು ತಿಳಿದುಕೊಳ್ಳಿ. ( ಮಾರ್ಚ್ 30– ಏಪ್ರಿಲ್ 5 2026ರವರೆಗೆ) — [36, 1570, 373, 1602]
zodiac-cancer — [294, 1644, 379, 1707]
zodiac-gemini — [206, 1644, 291, 1707]
map-label: 200 km — [834, 496, 857, 503]
sign-heading: ಸಿಂಹ — [564, 1899, 583, 1912]
verse-line: ಪ್ರಕಾಶಯತಿ ಭಾರತ ॥ 13–33॥ — [108, 259, 293, 277]
verse-line: ಯೇ ವಿದುರ್ಯಾಂತ ತೇ ಪರಮ್ ॥13–34॥ — [77, 371, 324, 390]
map-label: Taif — [723, 412, 735, 420]
zodiac-label: TAURUS — [147, 1687, 175, 1694]
zodiac-capricorn — [118, 1772, 204, 1834]
verse-13-34 — [23, 299, 378, 392]
dark-panel — [677, 509, 782, 562]
cape-route-line — [1251, 534, 1274, 561]
sign-text: ವೃಷಭ ರಾಶಿಗೆ ಸೇರಿದ ಜನರು ತಮ್ಮ ದೈಹಿಕ ಆರೋಗ್ಯಕ್ಕಾಗಿ ಉತ್ತಮ ದಿನಚರಿಯನ್ನು ಹೊಂದುವುದು ಒಳ್ಳೆಯದು. ಈ ಸಂದರ್ಭದಲ್ಲಿ ನಿಮ್ಮ ಆಹಾರ ಹಾಗೂ ನಿದ್ರೆಯ ಮೇಲೆ ಬಲವಾದ ಪ್ರಭಾವ ಬೀರಬಹುದು. ಹಾಗಾಗಿ ಈ ಅವಧಿಯಲ್ಲಿ ನೀವು ಸ್ವಲ್ಪ ಸಮಯ ವಿಶ್ರಾಂತಿಯನ್ನು ತೆಗೆದುಕೊಳ್ಳುವುದು ಉತ್ತಮ. ಸಭೆಗಳು, ಭಾಷಣಗಳು ಹಾಗೂ ಕಾರ್ಯಕ್ರಮಗಳಲ್ಲಿ ಲೀಡರ್ ಶಿಪ್ ಶಕ್ತಿಯಿಂದ ಉತ್ತಮವಾಗಿ ಕಾರ್ಯನಿರ್ವಹಿಸುತ್ತೀರಿ. ನಿಮ್ಮ ಬಾಸ್ ನಿಮ್ಮನ್ನು ಹೊಗಳಬಹುದು ಮತ್ತು ನಿಮಗೆ ಹೊಸ ಅವಕಾಶವನ್ನು ನೀಡಬಹುದು. ಒಂದು ಪ್ರಣಯ ಪ್ರಸ್ತಾಪವು ನಿಮ್ಮನ್ನು ಮತ್ತು ನಿಮ್ಮ ಸಂಗಾತಿಯನ್ನು ಮತ್ತೆ ಹತ್ತಿರ ತರಬಹುದು. — [26, 2051, 383, 2178]
zodiac-label: AQUARIUS — [230, 1815, 267, 1822]
gemini-icon: ♊ — [235, 1648, 263, 1683]
map-label: Jerusalem — [681, 314, 714, 322]
leo-icon: ♌ — [59, 1711, 87, 1747]
sign-heading: ತುಲಾ — [931, 1561, 952, 1574]
article-col3 — [948, 569, 1216, 1108]
paragraph: ಅಮೆರಿಕ ಕಳೆದ ವರ್ಷ ಹೌತಿಗಳ ಆಯುಧಗಳ ಮೇಲೆ ದಾಳಿ ನಡೆಸಿದ್ದರೂ, ಇಸ್ರೇಲ್ ಬಹಳಷ್ಟು ಹೌತಿ ಮುಖಂಡರ ಹತ್ಯೆ ನಡೆಸಿದ್ದರೂ, ಹೌತಿಗಳ ಕಥೆ ಇನ್ನೂ ಮುಗಿದಿಲ್ಲ. ಅವರ ಬಳಿ ಇನ್ನೂ ಹಡಗುಗಳ ಮೇಲೆ ದಾಳಿ ಮಾಡಬಲ್ಲ ಕ್ಷಿಪಣಿಗಳಿವೆ. ಅವರು ಸ್ಫೋಟಕಗಳನ್ನು ತುಂಬಿರುವ ಬೋಟುಗಳು, ಸಮುದ್ರ ಮೈನ್‌ಗಳು, ಮತ್ತು ಕೆಂಪು ಸಮುದ್ರದ ತೀರದಲ್ಲಿ ಸಿದ್ಧವಾಗಿರುವ ದಾಳಿ ಡ್ರೋನ್‌ಗಳನ್ನೂ ಹೊಂದಿದ್ದಾರೆ. — [948, 997, 1216, 1105]
libra-icon: ♎ — [235, 1711, 263, 1747]
sign-text: ಮಿಥುನ ರಾಶಿಗೆ ಸೇರಿದ ಜನರು ಈ ವಾರ ತಮ್ಮ ಮನಸ್ಸಿನಲ್ಲಿ ಹೆಚ್ಚಿನ ಸುಸ್ತನ್ನು ಹೊಂದುವಿರಿ. ಈ ಅವಧಿಯಲ್ಲಿ ನೀವು ಹೆಚ್ಚಿನ ಜನರ ಮಾತುಗಳನ್ನು ಕೇಳುವಿರಿ. ಹಾಗೆ ಈ ಸಂದರ್ಭದಲ್ಲಿ ಸ್ವಲ್ಪ ಸಮಸ್ಯೆ ಎದುರಾಗಬಹುದು. ಜೊತೆಗೆ ಈ ಅವಧಿಯಲ್ಲಿ ನೀವು ಭುಜಕ್ಕೆ ಸಂಬಂಧಿಸಿದ ಸಮಸ್ಯೆ ಎದುರಿಸುವಿರಿ. ಆದ್ದರಿಂದ ನಿಮ್ಮ ಆರೋಗ್ಯದ ಬಗ್ಗೆ ಈ ವಾರ ಹೆಚ್ಚಿನ ಕಾಳಜಿ ವಹಿಸಿ. ಬಹುನಿರೀಕ್ಷಿತ ಹಣವು ವಾಪಾಸಾಗುತ್ತದೆ. ಗುಪ್ತ ಸಮಸ್ಯೆಗಳು ಇದ್ದಕ್ಕಿದ್ದಂತೆ ಹೊರಹೊಮ್ಮಬಹುದು, ತಕ್ಷಣದ ಕ್ರಮದ ಅಗತ್ಯವಿರುತ್ತದೆ. — [397, 1597, 750, 1705]
verse-line: ಯಥಾ ಪ್ರಕಾಶಯತ್ಯೇಕಃ — [141, 189, 259, 207]
map-label: Hodeida — [717, 477, 743, 485]
article-col1-mid — [405, 458, 662, 572]
sign-heading: ಮೀನ: — [1299, 1890, 1324, 1902]
verse-line: ಕೃತ್ಸ್ನಂ ಲೋಕಮಿಮಂ ರವಿಃ — [133, 212, 268, 231]
map-label: Sana'a — [764, 475, 785, 482]
sign-heading: ವೃಶ್ಚಿಕ — [931, 1725, 953, 1738]
paragraph: ಮಧ್ಯ ಪೂರ್ವದಲ್ಲಿ ರಾಕೆಟ್‌ಗಳು ಉಡಾವಣೆಗೊಂಡಿರುವುದು, ಹಡಗುಗಳಿಗೆ ಆತಂಕ ಎದುರಾಗಿರುವುದು, ಮತ್ತು ತೈಲ ಬೆಲೆಗಳು ಗಗನಕ್ಕೆ ಏರುತ್ತಿರುವ ಸುದ್ದಿಗಳು ನಿಮ್ಮ ಗಮನಕ್ಕೆ ಬಂದಿರಬಹುದು. ಆದರೆ, ಅಲ್ಲಿ ನಿಜಕ್ಕೂ ನಡೆಯುತ್ತಿರುವುದು ಏನು ಮತ್ತು ಯಾಕೆ ಎನ್ನುವುದು ನಿಮಗೆ ತಿಳಿದಿದೆಯೇ? ನಾವು ಅಲ್ಲಿನ ಬೆಳವಣಿಗೆಗಳನ್ನು ಸಂಪರ್ಕವಾಗಿ ಗಮನಿಸುತ್ತಾ ಹೋಗೋಣ. — [405, 461, 662, 569]
verse-line: ಅಂತರಂ ಜ್ಞಾನಚಕ್ಷುಷಾ । — [134, 325, 266, 343]
map-label: Red Sea — [711, 438, 739, 446]
column-rule — [1221, 569, 1222, 1454]
zodiac-label: GEMINI — [236, 1687, 261, 1694]
map-region-label: AFRICA — [1053, 534, 1123, 559]
aries-icon: ♈ — [59, 1648, 87, 1683]
sign-heading: ಮೇಷ — [193, 1853, 216, 1865]
zodiac-label: PISCES — [323, 1815, 350, 1822]
author-city: ಬೆಂಗಳೂರು — [263, 1143, 308, 1157]
map-label: IRAQ — [747, 300, 764, 308]
zodiac-taurus — [118, 1644, 204, 1707]
edition-date: ಮಂಗಳವಾರ 31-03-2026 — [23, 23, 255, 49]
map-route-note: Seuz Canal — [1122, 386, 1179, 401]
singapore-marker — [1303, 532, 1314, 543]
zodiac-aquarius — [206, 1772, 291, 1834]
yemen-inset-map — [677, 268, 869, 506]
map-label: The Gulf — [795, 331, 822, 339]
sign-heading: ಮಕರ — [1300, 1561, 1323, 1574]
virgo-icon: ♍ — [147, 1711, 175, 1747]
sign-text: ತುಲಾ ರಾಶಿಗೆ ಸೇರಿದ ಜನರು ದೈಹಿಕ ಆರೋಗ್ಯಕ್ಕೆ ಸಂಬಂಧಿಸಿದಂತೆ ಉತ್ತಮ ಜೀವನಶೈಲಿಯನ್ನು ಕಾಯ್ದುಕೊಳ್ಳುವುದು ಒಳ್ಳೆಯದು. ಈ ವಾರ ನೀವು ಹೆಚ್ಚು ಓಡಾಡುವುದರಿಂದ ದಣಿಯುವಿರಿ. ಹಾಗಾಗಿ ನಿಮ್ಮ ಕೆಲಸದ ನಡುವೆ ಸ್ವಲ್ಪ ಸಮಯ ವಿಶ್ರಾಂತಿಯನ್ನು ಪಡೆಯಿರಿ. ಇದರಿಂದ ನಿಮ್ಮ ಉತ್ಸಾಹವನ್ನು ಮತ್ತಷ್ಟು ಹೆಚ್ಚಿಸುವ ಸಾಧ್ಯತೆ ಇರುವುದು. ಅನಿರೀಕ್ಷಿತ ವೆಚ್ಚಗಳು ನಿಮ್ಮನ್ನು ಆಶ್ಚರ್ಯಚಕಿತರನ್ನಾಗಿ ಮಾಡಬಹುದು. ಸ್ನೇಹಿತರಿಂದ ಹೆಚ್ಚಿನ ಖರ್ಚು ವೆಚ್ಚ, ಗುಪ್ತ ಶತ್ರುಗಳು ಮತ್ತು ಉದ್ವಿಗ್ನತೆಗಳು ಹೊರಹೊಮ್ಮಬಹುದು. ಇದು ನಿಮ್ಮಿಬ್ಬರ ನಡುವಿನ ಶಾಂತಿಯನ್ನು ಹಾಳು ಮಾಡುತ್ತದೆ. — [765, 1588, 1119, 1696]
map-label: Tehran — [810, 277, 832, 284]
paragraph: ಕ್ಷೇತ್ರ ಹಾಗೂ ಕ್ಷೇತ್ರಜ್ಞ ಸಂಪೂರ್ಣ ಜ್ಞಾನ ಪಡೆಯುವ ಮೂಲಕ ಈ ಭೂಮಿಗೆ ಕಾರ್ಯಕಾರಣಕ್ಕಾಗಿ ಬಂದು ಕರ್ಮ ಬಂಧನದಿಂದ ಬಿಡುಗಡೆಯಾಗಿ ಮುಕ್ತಿ ಪಡೆಯುವ ಮಾರ್ಗ ತೋರಿಸಿದ್ದಾನೆ ಭಗವಂತ. — [33, 652, 368, 702]
scorpio-icon: ♏ — [322, 1711, 350, 1747]
sign-heading: ಕುಂಭ — [1300, 1745, 1323, 1757]
zodiac-leo — [30, 1708, 116, 1770]
footer-rule — [16, 2399, 1495, 2406]
map-route-note: in a 26-day trip — [1122, 451, 1197, 466]
column-rule — [942, 569, 943, 1454]
map-label: OMAN — [837, 438, 858, 446]
map-label: IRAN — [802, 301, 823, 311]
map-label: YEMEN — [793, 461, 824, 471]
zodiac-libra — [206, 1708, 291, 1770]
section-rule — [16, 1462, 1495, 1465]
horoscope-banner: ವಾರ ಭವಿಷ್ಯ- ದ್ವಾದಶ ರಾಶಿಗಳ ಫಲಾಫಲ — [16, 1468, 1495, 1556]
map-label: Strait of Hormuz — [816, 354, 868, 362]
sign-text: ವೃಶ್ಚಿಕ ರಾಶಿಗೆ ಸೇರಿದ ಜನರು ಈ ವಾರ ಸ್ವಲ್ಪ ಒತ್ತಡಕ್ಕೆ ಒಳಗಾಗುವಿರಿ. ಇದು ನಿಮ್ಮ ದೈಹಿಕ ಆರೋಗ್ಯದ ಮೇಲೆಯೂ ಪ್ರಭಾವವನ್ನು ಬೀರಬಹುದು. ಹಾಗಾಗಿ ಈ ಅವಧಿಯಲ್ಲಿ ನೀವು ಹೆಚ್ಚು ಒತ್ತಡಕ್ಕೆ ಒಳಗಾಗದಂತೆ ಕಾಳಜಿಯನ್ನು ವಹಿಸುವುದು ಉತ್ತಮ. ಜನರನ್ನು ಭೇಟಿಯಾಗುವಾಗ ಜಾಗರೂಕರಾಗಿರಿ, ಏಕೆಂದರೆ ಕೆಲವರು ಕೇವಲ ಹೊರನೋಟಕ್ಕೆ ಮಾತ್ರ ಸ್ನೇಹಪರರಾಗಿರಬಹುದು. ವಯಸ್ಸಾದ ಪುರುಷ ಸ್ನೇಹಿತ ಅಥವಾ ಸಂಬಂಧಿ ನಿಮ್ಮನ್ನು ಹೊಸ ಅವಕಾಶದ ಮೂಲಕ್ಕೆ ಸಂಪರ್ಕಿಸಬಹುದು. — [765, 1752, 1119, 1841]
map-label: Houthi-controlled — [729, 444, 783, 451]
article-col1-top — [405, 260, 662, 356]
map-label: Yanbu — [701, 371, 722, 379]
sign-heading: ಕಟಕ — [397, 1735, 415, 1748]
gita-title: ಭಗವದ್ಗೀತಾ ಮಹಾತ್ಮೆ — [63, 81, 338, 127]
horoscope-col1 — [26, 1849, 383, 2182]
sign-text: ಕಟಕ ರಾಶಿಗೆ ಸೇರಿದ ಜನರು ಈ ವಾರ ಒತ್ತಡವನ್ನು ಎದುರಿಸುವಿರಿ. ಅದು ಹೆಚ್ಚು ಸಮಯ ನಿಮ್ಮ ಮಾನಸಿಕ ಆರೋಗ್ಯದ ಮೇಲೆ ಪ್ರಭಾವವನ್ನು ಬೀರಬಹುದು. ನಿಮ್ಮ ದೈಹಿಕ ಆರೋಗ್ಯದ ಮೇಲೆಯೂ ಪ್ರಭಾವವನ್ನು ಬೀರಬಹುದು. ಈ ಅವಧಿಯಲ್ಲಿ ಜೀರ್ಣಕ್ರಿಯೆಗೆ ಸಂಬಂಧಿಸಿದಂತೆ ಕೆಲವು ಬದಲಾವಣೆಗಳನ್ನು ಅನುಭವಿಸುವಿರಿ. ಈ ಸಂದರ್ಭದಲ್ಲಿ ನಿಮ್ಮ ಭಾವನೆಗಳ ಬಗ್ಗೆ ಹೆಚ್ಚಿನ ಗಮನವನ್ನು ನೀಡುವುದರಿಂದ ದೈಹಿಕ ಆರೋಗ್ಯವನ್ನು ಕಾಪಾಡಿಕೊಳ್ಳಬಹುದಾಗಿದೆ. ದಾಂಪತ್ಯದಲ್ಲಿ ಪರಿಕತ, ಪ್ರಮುಖ ಬದಲಾವಣೆಯ ಭಯವು ನಿಮ್ಮನ್ನು ತಡೆಹಿಡಿಯುತ್ತದೆ — [397, 1762, 750, 1870]
